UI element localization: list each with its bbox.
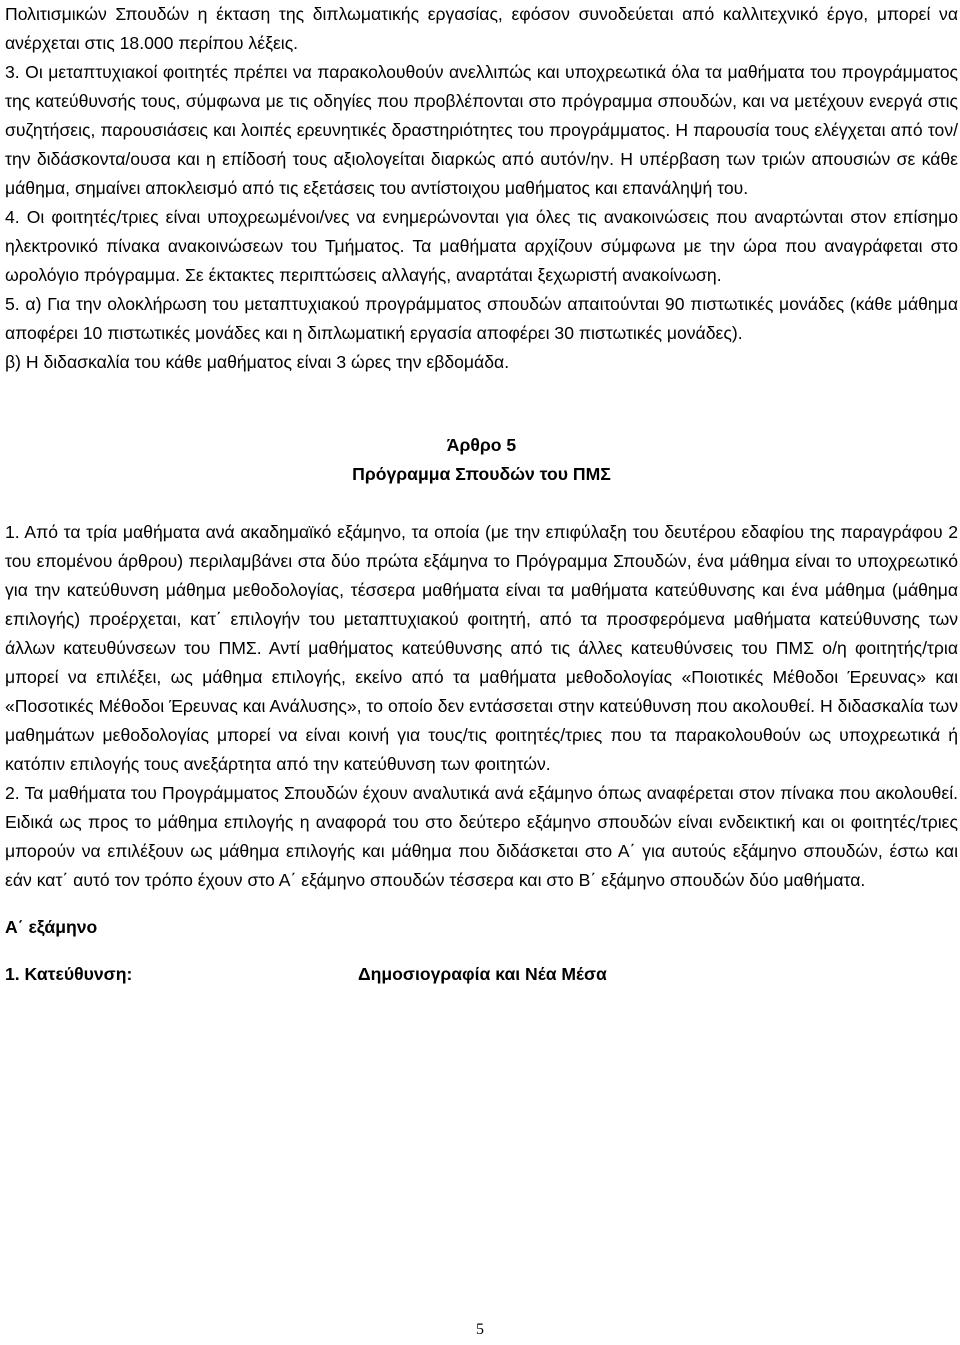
paragraph-4: 4. Οι φοιτητές/τριες είναι υποχρεωμένοι/νες να ενημερώνονται για όλες τις ανακοινώσεις που αναρτώνται στον επίσημο ηλεκτρονικό πίνακα ανακοινώσεων του Τμήματος. Τα μαθήματα αρχίζουν σύμφωνα με την ώρα που αναγράφεται στο ωρολόγιο πρόγραμμα. Σε έκτακτες περιπτώσεις αλλαγής, αναρτάται ξεχωριστή ανακοίνωση.: [5, 207, 958, 285]
semester-heading: Α΄ εξάμηνο: [5, 917, 98, 937]
direction-row: [5, 960, 958, 989]
article-number: Άρθρο 5: [446, 435, 517, 455]
page-number: 5: [476, 1321, 484, 1338]
article-title: Πρόγραμμα Σπουδών του ΠΜΣ: [352, 464, 611, 484]
spacer: [5, 377, 958, 431]
paragraph-continuation: Πολιτισμικών Σπουδών η έκταση της διπλωματικής εργασίας, εφόσον συνοδεύεται από καλλιτεχνικό έργο, μπορεί να ανέρχεται στις 18.000 περίπου λέξεις.: [5, 4, 958, 53]
article-paragraph-2: 2. Τα μαθήματα του Προγράμματος Σπουδών έχουν αναλυτικά ανά εξάμηνο όπως αναφέρεται στον πίνακα που ακολουθεί. Ειδικά ως προς το μάθημα επιλογής η αναφορά του στο δεύτερο εξάμηνο σπουδών είναι ενδεικτική και οι φοιτητές/τριες μπορούν να επιλέξουν ως μάθημα επιλογής και μάθημα που διδάσκεται στο Α΄ για αυτούς εξάμηνο σπουδών, έστω και εάν κατ΄ αυτό τον τρόπο έχουν στο Α΄ εξάμηνο σπουδών τέσσερα και στο Β΄ εξάμηνο σπουδών δύο μαθήματα.: [5, 783, 958, 890]
spacer: [5, 895, 958, 913]
paragraph-5b: β) Η διδασκαλία του κάθε μαθήματος είναι 3 ώρες την εβδομάδα.: [5, 352, 510, 372]
direction-value: Δημοσιογραφία και Νέα Μέσα: [358, 964, 607, 984]
direction-label: 1. Κατεύθυνση:: [5, 964, 133, 984]
paragraph-3: 3. Οι μεταπτυχιακοί φοιτητές πρέπει να παρακολουθούν ανελλιπώς και υποχρεωτικά όλα τα μαθήματα του προγράμματος της κατεύθυνσής τους, σύμφωνα με τις οδηγίες που προβλέπονται στο πρόγραμμα σπουδών, και να μετέχουν ενεργά στις συζητήσεις, παρουσιάσεις και λοιπές ερευνητικές δραστηριότητες του προγράμματος. Η παρουσία τους ελέγχεται από τον/την διδάσκοντα/ουσα και η επίδοσή τους αξιολογείται διαρκώς από αυτόν/ην. Η υπέρβαση των τριών απουσιών σε κάθε μάθημα, σημαίνει αποκλεισμό από τις εξετάσεις του αντίστοιχου μαθήματος και επανάληψή του.: [5, 62, 958, 198]
spacer: [5, 489, 958, 518]
document-page: [5, 0, 958, 989]
spacer: [5, 942, 958, 960]
paragraph-5a: 5. α) Για την ολοκλήρωση του μεταπτυχιακού προγράμματος σπουδών απαιτούνται 90 πιστωτικές μονάδες (κάθε μάθημα αποφέρει 10 πιστωτικές μονάδες και η διπλωματική εργασία αποφέρει 30 πιστωτικές μονάδες).: [5, 294, 958, 343]
article-paragraph-1: 1. Από τα τρία μαθήματα ανά ακαδημαϊκό εξάμηνο, τα οποία (με την επιφύλαξη του δευτέρου εδαφίου της παραγράφου 2 του επομένου άρθρου) περιλαμβάνει στα δύο πρώτα εξάμηνα το Πρόγραμμα Σπουδών, ένα μάθημα είναι το υποχρεωτικό για την κατεύθυνση μάθημα μεθοδολογίας, τέσσερα μαθήματα είναι τα μαθήματα κατεύθυνσης και ένα μάθημα (μάθημα επιλογής) προέρχεται, κατ΄ επιλογήν του μεταπτυχιακού φοιτητή, από τα προσφερόμενα μαθήματα κατεύθυνσης των άλλων κατευθύνσεων του ΠΜΣ. Αντί μαθήματος κατεύθυνσης από τις άλλες κατευθύνσεις του ΠΜΣ ο/η φοιτητής/τρια μπορεί να επιλέξει, ως μάθημα επιλογής, εκείνο από τα μαθήματα μεθοδολογίας «Ποιοτικές Μέθοδοι Έρευνας» και «Ποσοτικές Μέθοδοι Έρευνας και Ανάλυσης», το οποίο δεν εντάσσεται στην κατεύθυνση που ακολουθεί. Η διδασκαλία των μαθημάτων μεθοδολογίας μπορεί να είναι κοινή για τους/τις φοιτητές/τριες που τα παρακολουθούν ως υποχρεωτικά ή κατόπιν επιλογής τους ανεξάρτητα από την κατεύθυνση των φοιτητών.: [5, 522, 958, 774]
